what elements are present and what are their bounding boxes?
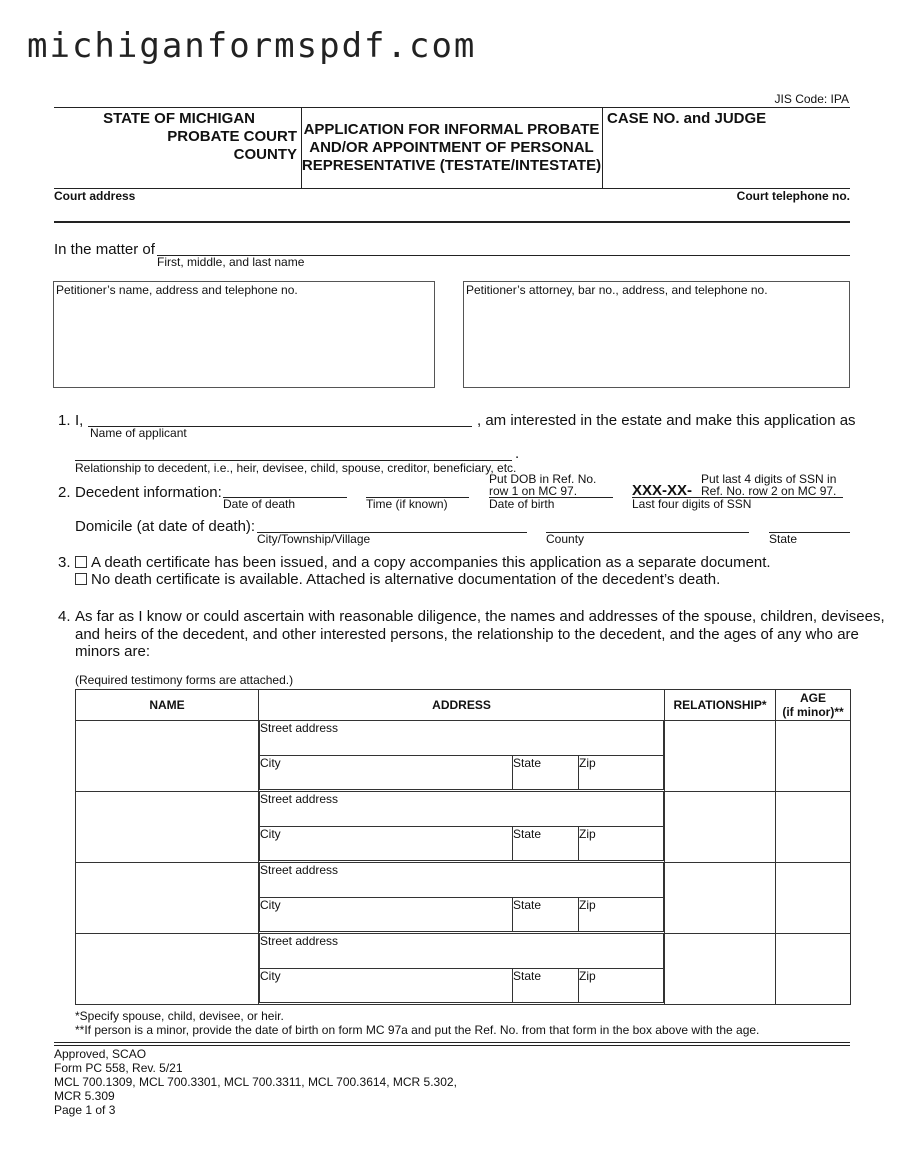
court-address-label: Court address xyxy=(54,189,136,203)
footer-rule-top xyxy=(54,1042,850,1043)
item4-text xyxy=(75,608,885,661)
court-block xyxy=(54,110,297,164)
state-field[interactable] xyxy=(513,756,579,790)
state-label: State xyxy=(513,969,542,983)
person-relationship-cell[interactable] xyxy=(665,792,776,863)
street-address-field[interactable] xyxy=(260,863,664,898)
no-death-certificate-option xyxy=(75,571,720,588)
city-field[interactable] xyxy=(260,898,513,932)
attorney-box[interactable] xyxy=(463,281,850,388)
ssn-hint-line-1: Put last 4 digits of SSN in xyxy=(701,472,837,486)
domicile-city-label: City/Township/Village xyxy=(257,532,371,546)
death-certificate-option xyxy=(75,554,771,571)
form-title xyxy=(301,121,602,175)
person-age-cell[interactable] xyxy=(776,721,851,792)
matter-sublabel: First, middle, and last name xyxy=(157,255,305,269)
person-age-cell[interactable] xyxy=(776,792,851,863)
header-relationship: RELATIONSHIP* xyxy=(665,690,776,721)
state-field[interactable] xyxy=(513,827,579,861)
header-name: NAME xyxy=(76,690,259,721)
header-age-line-1: AGE xyxy=(799,691,826,705)
zip-field[interactable] xyxy=(579,756,664,790)
testimony-note: (Required testimony forms are attached.) xyxy=(75,673,294,687)
ssn-label: Last four digits of SSN xyxy=(632,497,752,511)
person-name-cell[interactable] xyxy=(76,792,259,863)
death-certificate-checkbox[interactable] xyxy=(75,556,87,568)
item2-number: 2. xyxy=(58,484,71,501)
header-top-rule xyxy=(54,107,850,108)
footnote-age: **If person is a minor, provide the date of birth on form MC 97a and put the Ref. No. from that form in the box above with the age. xyxy=(75,1023,760,1037)
city-field[interactable] xyxy=(260,827,513,861)
form-title-line-2: AND/OR APPOINTMENT OF PERSONAL xyxy=(309,139,594,156)
decedent-info-label: Decedent information: xyxy=(75,484,222,501)
street-address-field[interactable] xyxy=(260,792,664,827)
item4-line-1: As far as I know or could ascertain with reasonable diligence, the names and addresses of the spouse, children, devisees, xyxy=(75,608,885,625)
person-age-cell[interactable] xyxy=(776,934,851,1005)
zip-label: Zip xyxy=(579,898,596,912)
state-label: State xyxy=(513,898,542,912)
footnote-relationship: *Specify spouse, child, devisee, or heir. xyxy=(75,1009,284,1023)
city-field[interactable] xyxy=(260,969,513,1003)
item1-number: 1. xyxy=(58,412,71,429)
person-address-cell xyxy=(259,863,665,934)
city-label: City xyxy=(260,827,281,841)
court-line: PROBATE COURT xyxy=(167,128,297,145)
attorney-box-label: Petitioner’s attorney, bar no., address, and telephone no. xyxy=(466,283,768,297)
person-age-cell[interactable] xyxy=(776,863,851,934)
form-title-line-3: REPRESENTATIVE (TESTATE/INTESTATE) xyxy=(301,157,602,174)
header-divider-right xyxy=(602,107,603,188)
time-label: Time (if known) xyxy=(366,497,448,511)
ssn-mask: XXX-XX- xyxy=(632,482,693,499)
death-certificate-text: A death certificate has been issued, and a copy accompanies this application as a separate document. xyxy=(91,554,771,571)
matter-label: In the matter of xyxy=(54,241,155,258)
state-label: State xyxy=(513,827,542,841)
state-field[interactable] xyxy=(513,898,579,932)
person-address-cell xyxy=(259,721,665,792)
person-name-cell[interactable] xyxy=(76,934,259,1005)
footer-page: Page 1 of 3 xyxy=(54,1103,116,1117)
case-no-label: CASE NO. and JUDGE xyxy=(607,110,767,127)
footer-mcl-line-2: MCR 5.309 xyxy=(54,1089,115,1103)
footer-approved: Approved, SCAO xyxy=(54,1047,147,1061)
street-address-label: Street address xyxy=(260,863,339,877)
court-phone-label: Court telephone no. xyxy=(736,189,850,203)
person-address-cell xyxy=(259,934,665,1005)
item1-prefix: I, xyxy=(75,412,84,429)
no-death-certificate-text: No death certificate is available. Attached is alternative documentation of the decedent’s death. xyxy=(91,571,721,588)
city-label: City xyxy=(260,969,281,983)
street-address-label: Street address xyxy=(260,934,339,948)
zip-label: Zip xyxy=(579,969,596,983)
zip-field[interactable] xyxy=(579,898,664,932)
domicile-label: Domicile (at date of death): xyxy=(75,518,256,535)
footer-rule-bottom xyxy=(54,1045,850,1046)
item1-suffix: , am interested in the estate and make this application as xyxy=(477,412,856,429)
footer-form-number: Form PC 558, Rev. 5/21 xyxy=(54,1061,183,1075)
footer-info xyxy=(54,1047,457,1117)
person-address-cell xyxy=(259,792,665,863)
ssn-hint xyxy=(701,473,836,497)
item4-number: 4. xyxy=(58,608,71,625)
header-address: ADDRESS xyxy=(259,690,665,721)
person-name-cell[interactable] xyxy=(76,721,259,792)
table-row xyxy=(76,934,851,1005)
zip-label: Zip xyxy=(579,827,596,841)
table-row xyxy=(76,863,851,934)
site-title: michiganformspdf.com xyxy=(27,26,477,66)
street-address-label: Street address xyxy=(260,792,339,806)
header-age xyxy=(776,690,851,721)
dob-hint-line-1: Put DOB in Ref. No. xyxy=(489,472,597,486)
header-age-line-2: (if minor)** xyxy=(782,705,844,719)
dob-hint xyxy=(489,473,596,497)
table-header-row xyxy=(76,690,851,721)
relationship-period: . xyxy=(515,445,520,462)
street-address-field[interactable] xyxy=(260,934,664,969)
person-relationship-cell[interactable] xyxy=(665,721,776,792)
interested-persons-table xyxy=(75,689,851,1005)
city-label: City xyxy=(260,756,281,770)
zip-field[interactable] xyxy=(579,969,664,1003)
city-label: City xyxy=(260,898,281,912)
domicile-county-label: County xyxy=(546,532,585,546)
dob-label: Date of birth xyxy=(489,497,555,511)
table-row xyxy=(76,792,851,863)
address-bottom-rule xyxy=(54,221,850,223)
form-title-line-1: APPLICATION FOR INFORMAL PROBATE xyxy=(303,121,600,138)
person-name-cell[interactable] xyxy=(76,863,259,934)
petitioner-box-label: Petitioner’s name, address and telephone no. xyxy=(56,283,298,297)
person-relationship-cell[interactable] xyxy=(665,863,776,934)
table-row xyxy=(76,721,851,792)
street-address-field[interactable] xyxy=(260,721,664,756)
relationship-label: Relationship to decedent, i.e., heir, devisee, child, spouse, creditor, beneficiary, etc. xyxy=(75,461,517,475)
zip-field[interactable] xyxy=(579,827,664,861)
domicile-state-label: State xyxy=(769,532,798,546)
state-line: STATE OF MICHIGAN xyxy=(103,110,255,127)
item4-line-3: minors are: xyxy=(75,643,151,660)
state-field[interactable] xyxy=(513,969,579,1003)
dob-hint-line-2: row 1 on MC 97. xyxy=(489,484,578,498)
applicant-name-label: Name of applicant xyxy=(90,426,187,440)
header-bottom-rule xyxy=(54,188,850,189)
state-label: State xyxy=(513,756,542,770)
street-address-label: Street address xyxy=(260,721,339,735)
item3-number: 3. xyxy=(58,554,71,571)
jis-code: JIS Code: IPA xyxy=(774,92,849,106)
no-death-certificate-checkbox[interactable] xyxy=(75,573,87,585)
petitioner-box[interactable] xyxy=(53,281,435,388)
ssn-hint-line-2: Ref. No. row 2 on MC 97. xyxy=(701,484,837,498)
county-line: COUNTY xyxy=(233,146,297,163)
person-relationship-cell[interactable] xyxy=(665,934,776,1005)
city-field[interactable] xyxy=(260,756,513,790)
zip-label: Zip xyxy=(579,756,596,770)
item4-line-2: and heirs of the decedent, and other interested persons, the relationship to the decedent, and the ages of any who are xyxy=(75,625,859,643)
date-of-death-label: Date of death xyxy=(223,497,296,511)
footer-mcl-line-1: MCL 700.1309, MCL 700.3301, MCL 700.3311, MCL 700.3614, MCR 5.302, xyxy=(54,1075,457,1089)
